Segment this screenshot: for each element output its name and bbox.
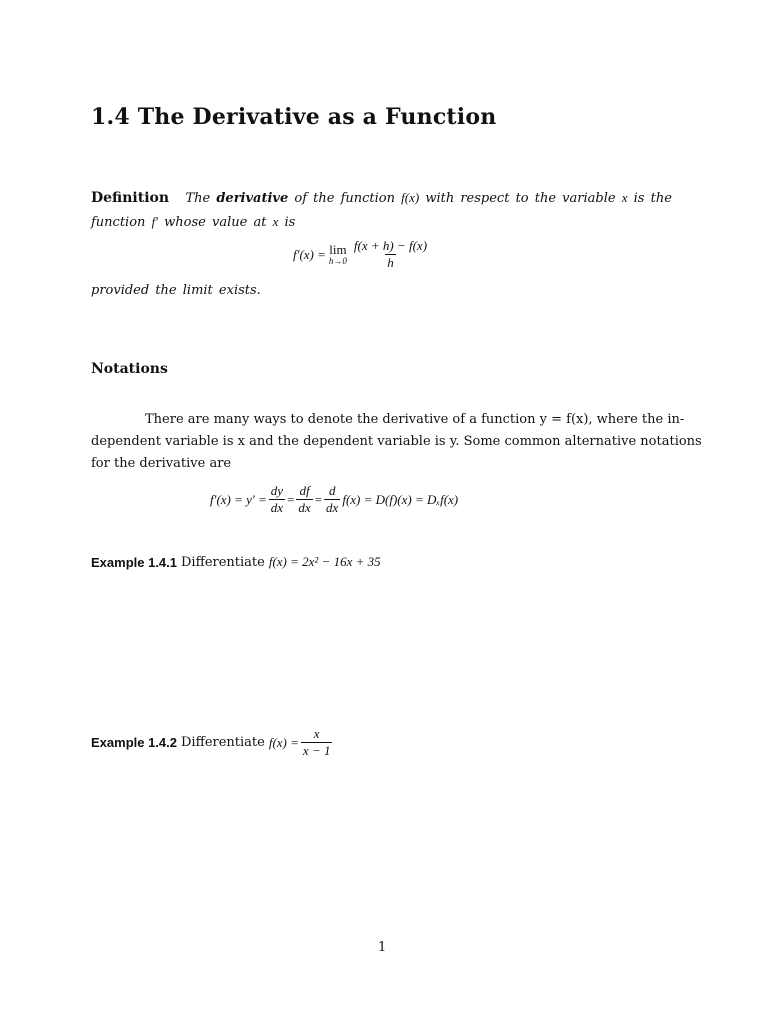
example-1-4-1 [91, 554, 381, 570]
fraction-denominator: dx [326, 500, 339, 515]
definition-text: The [185, 191, 211, 206]
fraction-numerator: df [299, 483, 310, 498]
paragraph-line: for the derivative are [91, 456, 232, 471]
definition-text: of the function [294, 191, 395, 206]
paragraph-line: There are many ways to denote the derivative of a function y = f(x), where the in- [145, 412, 685, 427]
formula-lhs: f′(x) = [293, 246, 326, 262]
definition-text: with respect to the variable [425, 191, 616, 206]
equals-sign: = [287, 491, 295, 507]
fraction-denominator: dx [298, 500, 311, 515]
equals-sign: = [314, 491, 323, 507]
fraction-denominator: x − 1 [302, 743, 331, 758]
definition-math: f(x) [401, 190, 420, 205]
fraction-denominator: h [387, 255, 394, 270]
derivative-definition-formula [293, 239, 431, 270]
example-text: Differentiate [181, 554, 265, 570]
equation-part: f′(x) = y′ = [210, 491, 267, 507]
example-text: Differentiate [181, 735, 265, 750]
limit-operator [329, 243, 347, 266]
example-math: f(x) = [268, 734, 299, 750]
difference-quotient [352, 239, 429, 270]
equation-part: f(x) = D(f)(x) = Dₓf(x) [342, 491, 459, 507]
fraction-numerator: f(x + h) − f(x) [353, 238, 428, 253]
definition-text: function [91, 215, 146, 230]
example-math: f(x) = 2x² − 16x + 35 [268, 554, 381, 569]
fraction-numerator: dy [270, 483, 284, 498]
fraction-dy-dx [269, 484, 285, 515]
limit-label: lim [329, 242, 347, 257]
definition-term: derivative [216, 191, 289, 206]
page-title: 1.4 The Derivative as a Function [91, 104, 497, 130]
example-1-4-2 [91, 727, 334, 758]
section-heading-notations: Notations [91, 361, 168, 377]
limit-subscript: h→0 [328, 256, 347, 266]
page-number: 1 [378, 940, 387, 955]
definition-line-2 [91, 214, 295, 230]
example-label: Example 1.4.2 [91, 735, 177, 750]
fraction-d-dx [324, 484, 340, 515]
fraction-df-dx [296, 484, 312, 515]
definition-line-1 [91, 190, 672, 206]
definition-text: is [284, 215, 296, 230]
fraction-numerator: d [328, 483, 336, 498]
definition-label: Definition [91, 190, 170, 206]
fraction-denominator: dx [270, 500, 284, 515]
definition-math: f′ [151, 214, 159, 229]
definition-text: is the [633, 191, 672, 206]
definition-provided: provided the limit exists. [91, 283, 261, 298]
example-label: Example 1.4.1 [91, 554, 177, 570]
definition-math: x [621, 190, 628, 205]
definition-text: whose value at [164, 215, 267, 230]
definition-math: x [272, 214, 279, 229]
fraction-numerator: x [313, 726, 320, 741]
example-fraction [301, 727, 333, 758]
paragraph-line: dependent variable is x and the dependent variable is y. Some common alternative notations [91, 434, 702, 449]
notations-equation [210, 484, 458, 515]
notations-paragraph [91, 409, 702, 475]
